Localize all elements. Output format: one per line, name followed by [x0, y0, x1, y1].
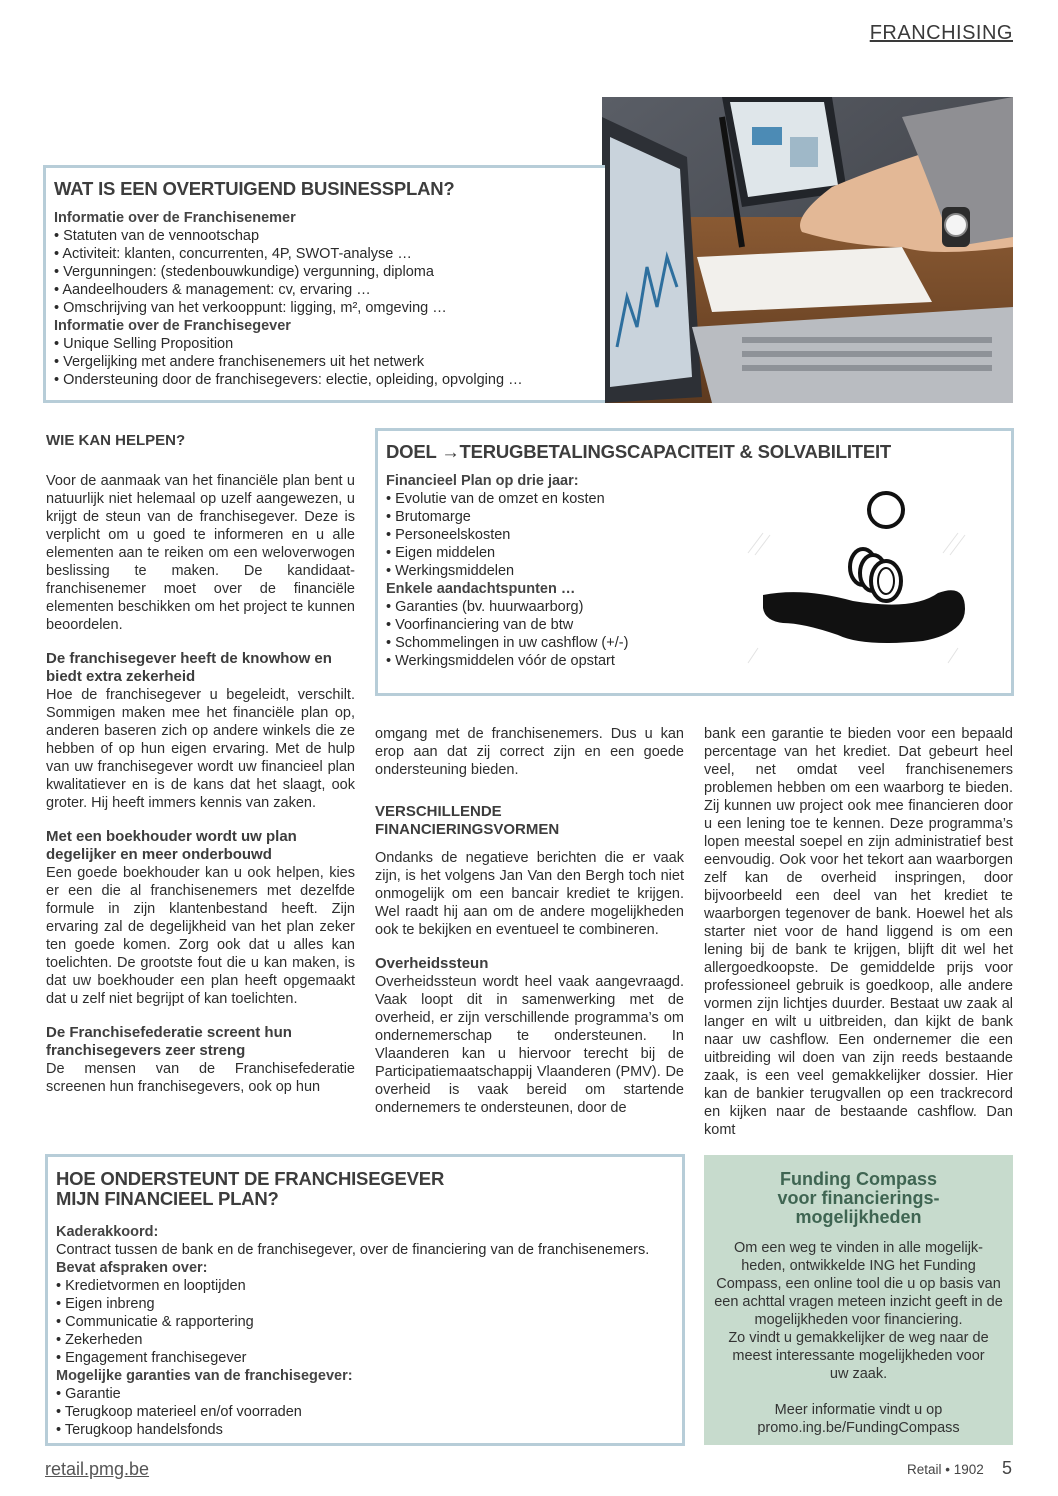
paragraph: Een goede boekhouder kan u ook helpen, kies er een die al franchisenemers met dezelfde formule in zijn klantenbestand heeft. Zijn ervaring zal de degelijkheid van het plan zeker ten goede komen. Zorg ook dat u alles kan toelichten. De grootste fout die u kan maken, is dat uw boekhouder een plan heeft opgemaakt dat u zelf niet begrijpt of kan toelichten.: [46, 865, 355, 1007]
column-3: [704, 725, 1013, 1139]
list-item: • Omschrijving van het verkooppunt: ligging, m², omgeving …: [54, 299, 595, 317]
kaderakkoord-text: Contract tussen de bank en de franchisegever, over de financiering van de franchisenemers.: [56, 1242, 650, 1258]
issue-label: Retail • 1902: [907, 1462, 984, 1477]
funding-body-line: uw zaak.: [829, 1366, 888, 1382]
list-item: • Communicatie & rapportering: [56, 1313, 672, 1331]
list-item: • Kredietvormen en looptijden: [56, 1277, 672, 1295]
funding-body-line: meest interessante mogelijkheden voor: [732, 1348, 985, 1364]
list-item: • Evolutie van de omzet en kosten: [386, 490, 1001, 508]
ondersteuning-box: [45, 1154, 685, 1446]
section-tag: FRANCHISING: [869, 22, 1013, 44]
list-item: • Terugkoop materieel en/of voorraden: [56, 1403, 672, 1421]
doel-title: DOEL →TERUGBETALINGSCAPACITEIT & SOLVABILITEIT: [386, 441, 892, 462]
overheidssteun-heading: Overheidssteun: [375, 955, 489, 972]
funding-body-line: Compass, een online tool die u op basis van: [716, 1276, 1001, 1292]
list-item: • Zekerheden: [56, 1331, 672, 1349]
funding-body-line: mogelijkheden voor financiering.: [754, 1312, 963, 1328]
funding-body-line: een achttal vragen meteen inzicht geeft in de: [714, 1294, 1003, 1310]
list-item: • Terugkoop handelsfonds: [56, 1421, 672, 1439]
list-item: • Garanties (bv. huurwaarborg): [386, 598, 1001, 616]
list-item: • Unique Selling Proposition: [54, 335, 595, 353]
kaderakkoord-subheading: Kaderakkoord:: [56, 1224, 159, 1240]
list-item: • Garantie: [56, 1385, 672, 1403]
paragraph: Ondanks de negatieve berichten die er vaak zijn, is het volgens Jan Van den Bergh toch niet onmogelijk om een bancair krediet te krijgen. Wel raadt hij aan om de andere mogelijkheden ook te bekijken en eventueel te combineren.: [375, 850, 684, 938]
list-item: • Activiteit: klanten, concurrenten, 4P, SWOT-analyse …: [54, 245, 595, 263]
paragraph: De mensen van de Franchisefederatie screenen hun franchisegevers, ook op hun: [46, 1061, 355, 1095]
ondersteuning-title-line2: MIJN FINANCIEEL PLAN?: [56, 1188, 279, 1209]
financieringsvormen-heading: VERSCHILLENDE FINANCIERINGSVORMEN: [375, 803, 560, 838]
funding-body-line: Om een weg te vinden in alle mogelijk-: [733, 1240, 984, 1256]
list-item: • Vergunningen: (stedenbouwkundige) vergunning, diploma: [54, 263, 595, 281]
paragraph: Overheidssteun wordt heel vaak aangevraagd. Vaak loopt dit in samenwerking met de overheid, er zijn verschillende programma’s om ondernemerschap te ondersteunen. In Vlaanderen kan u hiervoor terecht bij de Participatiemaatschappij Vlaanderen (PMV). De overheid is vaak bereid om startende ondernemers te ondersteunen, door de: [375, 974, 684, 1116]
franchisenemer-subheading: Informatie over de Franchisenemer: [54, 210, 296, 226]
garanties-list: [56, 1385, 672, 1439]
franchisegever-subheading: Informatie over de Franchisegever: [54, 318, 291, 334]
afspraken-list: [56, 1277, 672, 1367]
list-item: • Werkingsmiddelen vóór de opstart: [386, 652, 1001, 670]
ondersteuning-title-line1: HOE ONDERSTEUNT DE FRANCHISEGEVER: [56, 1168, 445, 1189]
laptop-photo-illustration: [602, 97, 1013, 403]
paragraph: Voor de aanmaak van het financiële plan bent u natuurlijk niet helemaal op uzelf aangewezen, u krijgt de steun van de franchisegever. Deze is verplicht om u goed te informeren en u alle elementen aan te reiken om een weloverwogen beslissing te maken. De kandidaat-franchisenemer moet over de financiële elementen beschikken om het project te kunnen beoordelen.: [46, 473, 355, 633]
list-item: • Brutomarge: [386, 508, 1001, 526]
funding-more-info: Meer informatie vindt u op: [774, 1402, 943, 1418]
list-item: • Ondersteuning door de franchisegevers: electie, opleiding, opvolging …: [54, 371, 595, 389]
garanties-subheading: Mogelijke garanties van de franchisegever:: [56, 1368, 353, 1384]
businessplan-title: WAT IS EEN OVERTUIGEND BUSINESSPLAN?: [54, 178, 455, 199]
wie-kan-helpen-heading: WIE KAN HELPEN?: [46, 432, 186, 449]
businessplan-box: [43, 165, 605, 403]
column-1: [46, 432, 355, 1096]
boekhouder-heading: Met een boekhouder wordt uw plan degelijker en meer onderbouwd: [46, 828, 297, 863]
list-item: • Eigen inbreng: [56, 1295, 672, 1313]
column-2: [375, 725, 684, 1117]
list-item: • Voorfinanciering van de btw: [386, 616, 1001, 634]
franchisefederatie-heading: De Franchisefederatie screent hun franchisegevers zeer streng: [46, 1024, 292, 1059]
funding-title-line1: Funding Compass: [780, 1169, 937, 1189]
funding-link[interactable]: promo.ing.be/FundingCompass: [757, 1420, 960, 1436]
paragraph: omgang met de franchisenemers. Dus u kan erop aan dat zij correct zijn en een goede ondersteuning bieden.: [375, 726, 684, 778]
list-item: • Statuten van de vennootschap: [54, 227, 595, 245]
site-link[interactable]: retail.pmg.be: [45, 1459, 150, 1479]
paragraph: Hoe de franchisegever u begeleidt, verschilt. Sommigen maken mee het financiële plan op, anderen baseren zich op andere winkels die ze hebben of op hun eigen ervaring. Met de hulp van uw franchisegever wordt uw financieel plan kwalitatiever en is de kans dat het slaagt, ook groter. Hij heeft immers kennis van zaken.: [46, 687, 355, 811]
doel-box: [375, 428, 1014, 696]
funding-compass-box: [704, 1155, 1013, 1445]
afspraken-subheading: Bevat afspraken over:: [56, 1260, 208, 1276]
financieel-plan-subheading: Financieel Plan op drie jaar:: [386, 473, 579, 489]
aandachtspunten-subheading: Enkele aandachtspunten …: [386, 581, 576, 597]
paragraph: bank een garantie te bieden voor een bepaald percentage van het krediet. Dat gebeurt heel veel, net omdat veel franchisenemers problemen hebben om een waarborg te bieden. Zij kunnen uw project ook mee financieren door u een lening toe te kennen. Deze programma’s lopen meestal soepel en zijn administratief best eenvoudig. Ook voor het tekort aan waarborgen zelf kan de overheid inspringen, door bijvoorbeeld een deel van het krediet te waarborgen tegenover de bank. Hoewel het als starter niet voor de hand liggend is om een lening bij de bank te krijgen, blijft dit wel het allergoedkoopste. De gemiddelde prijs voor professioneel gebruik is goedkoop, alle andere vormen zijn lichtjes duurder. Bestaat uw zaak al langer en wilt u uitbreiden, dan kijkt de bank naar uw cashflow. Een ondernemer die een uitbreiding wil doen van zijn reeds bestaande zaak, is een veel gemakkelijker dossier. Hier kan de bankier terugvallen op een trackrecord en kijken naar de bestaande cashflow. Dan komt: [704, 726, 1013, 1138]
page-number: 5: [1002, 1458, 1013, 1478]
funding-body-line: Zo vindt u gemakkelijker de weg naar de: [728, 1330, 989, 1346]
franchisenemer-list: [54, 227, 595, 317]
funding-title-line3: mogelijkheden: [795, 1207, 922, 1227]
list-item: • Eigen middelen: [386, 544, 1001, 562]
knowhow-heading: De franchisegever heeft de knowhow en biedt extra zekerheid: [46, 650, 332, 685]
funding-body-line: heden, ontwikkelde ING het Funding: [741, 1258, 976, 1274]
laptop-photo: [602, 97, 1013, 403]
list-item: • Aandeelhouders & management: cv, ervaring …: [54, 281, 595, 299]
list-item: • Vergelijking met andere franchisenemers uit het netwerk: [54, 353, 595, 371]
list-item: • Werkingsmiddelen: [386, 562, 1001, 580]
list-item: • Personeelskosten: [386, 526, 1001, 544]
hand-coins-icon: [743, 483, 973, 673]
franchisegever-list: [54, 335, 595, 389]
funding-title-line2: voor financierings-: [777, 1188, 940, 1208]
list-item: • Schommelingen in uw cashflow (+/-): [386, 634, 1001, 652]
list-item: • Engagement franchisegever: [56, 1349, 672, 1367]
